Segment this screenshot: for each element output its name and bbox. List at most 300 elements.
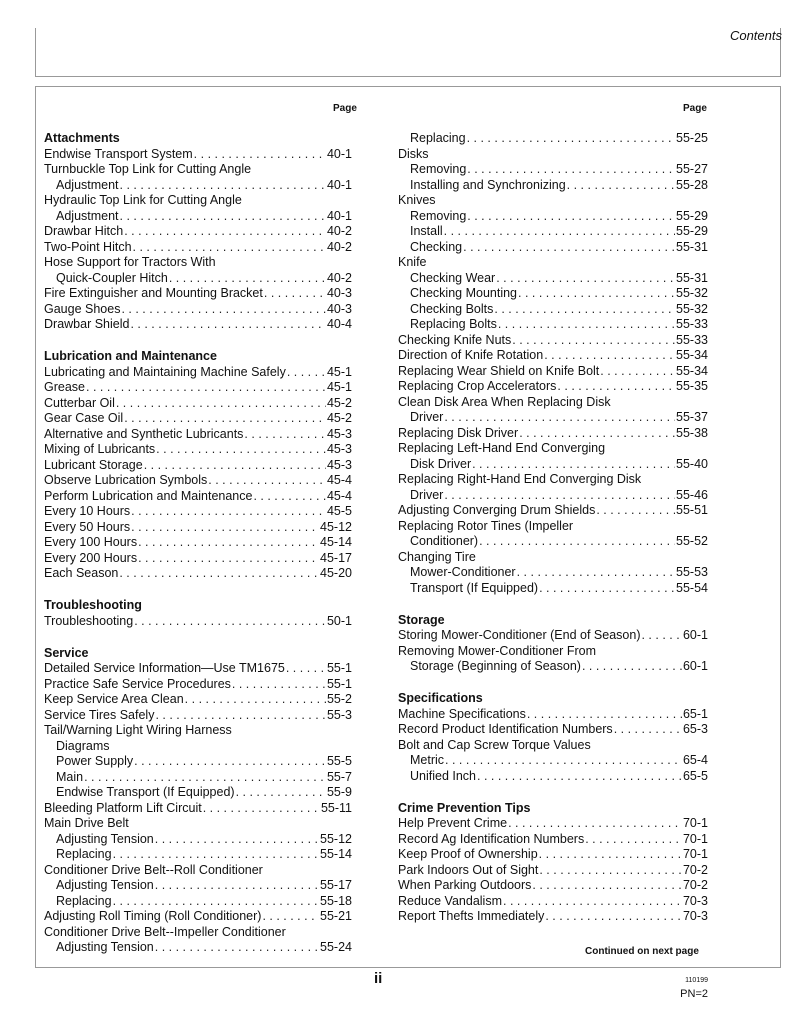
toc-entry[interactable] (398, 878, 708, 894)
toc-entry[interactable] (398, 410, 708, 426)
toc-entry[interactable] (398, 162, 708, 178)
toc-entry-text: Install (410, 224, 443, 238)
toc-entry-text: Machine Specifications (398, 706, 526, 721)
toc-entry-text: Adjusting Tension (56, 878, 154, 892)
dot-leader (444, 224, 675, 240)
toc-entry-text: Checking Knife Nuts (398, 332, 512, 347)
toc-entry-text: Bolt and Cap Screw Torque Values (398, 737, 591, 752)
toc-entry-text: Power Supply (56, 754, 134, 768)
dot-leader (169, 271, 326, 287)
toc-entry-page: 65-5 (682, 768, 708, 783)
dot-leader (467, 131, 675, 147)
toc-entry[interactable] (398, 722, 708, 738)
toc-entry-page: 45-1 (326, 364, 352, 379)
toc-entry[interactable] (44, 723, 352, 739)
header-title: Contents (729, 28, 782, 43)
toc-entry[interactable] (398, 894, 708, 910)
dot-leader (156, 442, 326, 458)
toc-entry-page: 70-1 (682, 831, 708, 846)
toc-entry-page: 55-37 (676, 410, 708, 424)
dot-leader (519, 426, 675, 442)
toc-entry[interactable] (398, 193, 708, 209)
toc-entry-page: 40-1 (326, 208, 352, 223)
toc-entry-text: Installing and Synchronizing (410, 177, 566, 192)
toc-entry-text: Checking Bolts (410, 301, 494, 316)
toc-entry-text: Observe Lubrication Symbols (44, 473, 208, 487)
toc-entry[interactable] (44, 147, 352, 163)
toc-entry-text: When Parking Outdoors (398, 878, 532, 892)
toc-entry[interactable] (44, 240, 352, 256)
dot-leader (138, 551, 319, 567)
toc-entry-text: Lubricant Storage (44, 457, 143, 472)
toc-entry[interactable] (398, 317, 708, 333)
toc-entry[interactable] (44, 458, 352, 474)
toc-entry[interactable] (44, 473, 352, 489)
dot-leader (120, 178, 326, 194)
toc-entry-text: Gauge Shoes (44, 301, 121, 316)
toc-entry[interactable] (44, 692, 352, 708)
toc-entry-page: 70-2 (682, 862, 708, 877)
toc-entry[interactable] (44, 551, 352, 567)
toc-entry-page: 55-9 (326, 785, 352, 799)
toc-entry-text: Adjustment (56, 208, 119, 223)
toc-entry-text: Detailed Service Information—Use TM1675 (44, 661, 285, 675)
toc-section (398, 801, 708, 925)
dot-leader (600, 364, 675, 380)
toc-entry-page: 55-46 (676, 487, 708, 502)
toc-entry-page: 55-24 (320, 940, 352, 954)
dot-leader (253, 489, 326, 505)
dot-leader (477, 769, 682, 785)
toc-entry-page: 40-3 (326, 301, 352, 316)
toc-entry-text: Alternative and Synthetic Lubricants (44, 426, 244, 441)
section-title: Troubleshooting (44, 598, 142, 612)
toc-entry-text: Practice Safe Service Procedures (44, 676, 231, 691)
toc-entry[interactable] (44, 785, 352, 801)
toc-entry-page: 55-1 (326, 661, 352, 675)
toc-entry-text: Record Product Identification Numbers (398, 722, 613, 736)
toc-entry-text: Every 100 Hours (44, 535, 138, 549)
toc-entry[interactable] (398, 738, 708, 754)
toc-entry-page: 55-29 (676, 208, 708, 223)
dot-leader (444, 410, 675, 426)
toc-entry-page: 45-3 (326, 442, 352, 456)
dot-leader (133, 240, 326, 256)
toc-entry-text: Mixing of Lubricants (44, 442, 156, 456)
toc-entry-page: 45-5 (326, 504, 352, 518)
dot-leader (185, 692, 326, 708)
toc-entry-text: Record Ag Identification Numbers (398, 831, 585, 846)
toc-section (44, 646, 352, 956)
dot-leader (264, 286, 326, 302)
toc-entry[interactable] (398, 302, 708, 318)
toc-entry[interactable] (398, 209, 708, 225)
toc-entry[interactable] (44, 832, 352, 848)
toc-entry-text: Removing (410, 162, 467, 176)
right-column (398, 131, 708, 925)
right-column-page-heading: Page (683, 103, 707, 114)
toc-entry[interactable] (398, 847, 708, 863)
toc-entry-page: 55-21 (320, 909, 352, 923)
toc-entry-text: Removing Mower-Conditioner From (398, 643, 596, 658)
toc-entry-text: Gear Case Oil (44, 411, 124, 425)
toc-section (398, 691, 708, 784)
toc-entry-text: Checking Mounting (410, 286, 518, 300)
toc-entry-text: Removing (410, 208, 467, 223)
toc-entry[interactable] (398, 659, 708, 675)
toc-entry-page: 55-38 (676, 425, 708, 440)
toc-entry-text: Help Prevent Crime (398, 816, 508, 830)
toc-entry-page: 55-33 (676, 332, 708, 347)
toc-entry[interactable] (398, 565, 708, 581)
toc-entry[interactable] (44, 661, 352, 677)
toc-entry[interactable] (398, 644, 708, 660)
toc-entry-page: 65-3 (682, 722, 708, 736)
toc-entry-page: 55-34 (676, 363, 708, 378)
toc-entry-text: Each Season (44, 566, 119, 580)
toc-entry-text: Disk Driver (410, 456, 472, 471)
toc-entry[interactable] (44, 940, 352, 956)
toc-entry[interactable] (398, 534, 708, 550)
dot-leader (596, 503, 675, 519)
toc-entry[interactable] (44, 708, 352, 724)
toc-entry-page: 45-17 (320, 550, 352, 565)
toc-entry[interactable] (398, 131, 708, 147)
toc-entry-page: 45-4 (326, 488, 352, 503)
dot-leader (113, 894, 319, 910)
toc-entry[interactable] (44, 614, 352, 630)
toc-entry-page: 45-2 (326, 411, 352, 425)
toc-entry-page: 55-11 (320, 800, 352, 815)
toc-entry-text: Driver (410, 410, 444, 424)
toc-entry-page: 55-3 (326, 707, 352, 722)
toc-entry-text: Clean Disk Area When Replacing Disk (398, 394, 611, 409)
toc-entry[interactable] (44, 442, 352, 458)
toc-entry-text: Disks (398, 146, 429, 161)
toc-entry-text: Transport (If Equipped) (410, 580, 539, 595)
toc-entry-page: 45-14 (320, 535, 352, 549)
dot-leader (155, 832, 319, 848)
toc-entry[interactable] (398, 550, 708, 566)
toc-entry-text: Replacing Right-Hand End Converging Disk (398, 472, 642, 486)
dot-leader (445, 753, 682, 769)
dot-leader (131, 520, 319, 536)
toc-entry[interactable] (44, 302, 352, 318)
toc-entry[interactable] (44, 224, 352, 240)
dot-leader (286, 661, 326, 677)
dot-leader (503, 894, 682, 910)
toc-entry-text: Direction of Knife Rotation (398, 348, 544, 362)
toc-entry-text: Replacing Wear Shield on Knife Bolt (398, 363, 600, 378)
dot-leader (86, 380, 326, 396)
toc-entry[interactable] (398, 348, 708, 364)
toc-entry[interactable] (398, 472, 708, 488)
dot-leader (121, 302, 326, 318)
section-title: Lubrication and Maintenance (44, 349, 217, 363)
toc-entry[interactable] (398, 364, 708, 380)
toc-entry-page: 55-33 (676, 317, 708, 331)
toc-entry[interactable] (398, 147, 708, 163)
toc-entry-text: Keep Service Area Clean (44, 692, 184, 706)
toc-entry-page: 55-31 (676, 239, 708, 254)
toc-entry[interactable] (398, 753, 708, 769)
dot-leader (244, 427, 326, 443)
toc-entry-page: 60-1 (682, 628, 708, 642)
dot-leader (557, 379, 675, 395)
toc-entry-text: Lubricating and Maintaining Machine Safely (44, 364, 286, 379)
toc-entry[interactable] (398, 255, 708, 271)
toc-entry-page: 45-20 (320, 566, 352, 580)
toc-entry-text: Turnbuckle Top Link for Cutting Angle (44, 162, 252, 176)
dot-leader (134, 614, 326, 630)
toc-entry[interactable] (398, 333, 708, 349)
toc-entry-text: Bleeding Platform Lift Circuit (44, 800, 202, 815)
toc-entry[interactable] (44, 894, 352, 910)
toc-entry[interactable] (44, 677, 352, 693)
dot-leader (498, 317, 675, 333)
toc-entry[interactable] (398, 909, 708, 925)
toc-entry-page: 70-1 (682, 816, 708, 830)
toc-entry[interactable] (44, 255, 352, 271)
toc-section (398, 613, 708, 675)
toc-entry-text: Replacing (56, 893, 112, 908)
section-title: Specifications (398, 691, 483, 705)
page-number: ii (374, 970, 383, 987)
toc-entry-text: Drawbar Hitch (44, 224, 124, 238)
dot-leader (641, 628, 681, 644)
toc-entry-page: 55-51 (676, 503, 708, 517)
toc-entry-text: Adjusting Roll Timing (Roll Conditioner) (44, 909, 262, 923)
dot-leader (539, 863, 682, 879)
toc-entry-page: 55-1 (326, 676, 352, 691)
toc-entry-page: 55-35 (676, 379, 708, 393)
header-frame (35, 28, 781, 77)
toc-entry-text: Diagrams (56, 738, 110, 753)
dot-leader (539, 581, 675, 597)
toc-entry[interactable] (44, 489, 352, 505)
dot-leader (545, 909, 682, 925)
toc-entry[interactable] (398, 441, 708, 457)
dot-leader (134, 754, 326, 770)
section-title: Attachments (44, 131, 120, 145)
toc-entry-page: 45-4 (326, 473, 352, 487)
toc-entry-text: Conditioner) (410, 534, 479, 548)
toc-entry-text: Every 10 Hours (44, 504, 131, 518)
toc-entry-text: Main (56, 769, 84, 784)
toc-entry[interactable] (44, 209, 352, 225)
toc-entry[interactable] (44, 178, 352, 194)
toc-entry[interactable] (398, 503, 708, 519)
toc-entry-page: 55-27 (676, 162, 708, 176)
toc-entry[interactable] (398, 271, 708, 287)
dot-leader (119, 566, 319, 582)
dot-leader (527, 707, 682, 723)
section-title: Service (44, 645, 89, 660)
toc-entry[interactable] (44, 878, 352, 894)
toc-entry-page: 45-3 (326, 457, 352, 472)
toc-entry-text: Adjusting Converging Drum Shields (398, 503, 596, 517)
toc-entry-page: 70-1 (682, 847, 708, 861)
dot-leader (84, 770, 326, 786)
toc-entry[interactable] (44, 396, 352, 412)
dot-leader (444, 488, 675, 504)
toc-entry-text: Conditioner Drive Belt--Impeller Conditioner (44, 924, 286, 939)
toc-entry[interactable] (44, 271, 352, 287)
toc-entry[interactable] (44, 801, 352, 817)
toc-entry[interactable] (44, 162, 352, 178)
toc-entry[interactable] (44, 427, 352, 443)
section-title: Crime Prevention Tips (398, 800, 531, 815)
toc-entry-text: Storage (Beginning of Season) (410, 659, 581, 673)
dot-leader (479, 534, 675, 550)
toc-entry-text: Every 200 Hours (44, 550, 138, 565)
toc-entry[interactable] (44, 380, 352, 396)
toc-entry[interactable] (398, 816, 708, 832)
dot-leader (124, 411, 326, 427)
dot-leader (467, 162, 675, 178)
toc-entry-text: Replacing (410, 131, 466, 145)
toc-entry-text: Metric (410, 753, 445, 767)
toc-entry[interactable] (44, 365, 352, 381)
dot-leader (262, 909, 319, 925)
toc-entry-text: Service Tires Safely (44, 707, 155, 722)
toc-entry[interactable] (398, 519, 708, 535)
toc-entry-page: 45-3 (326, 426, 352, 441)
dot-leader (131, 504, 326, 520)
toc-entry[interactable] (398, 863, 708, 879)
toc-entry-page: 65-4 (682, 753, 708, 767)
document-code: 110199 (685, 977, 708, 984)
dot-leader (585, 832, 682, 848)
toc-entry-page: 40-2 (326, 224, 352, 238)
dot-leader (463, 240, 675, 256)
toc-entry[interactable] (398, 178, 708, 194)
toc-entry-text: Knives (398, 193, 436, 207)
toc-entry-page: 55-53 (676, 565, 708, 579)
toc-entry-text: Unified Inch (410, 768, 477, 783)
toc-entry-text: Perform Lubrication and Maintenance (44, 488, 253, 503)
toc-entry-page: 55-29 (676, 224, 708, 238)
toc-entry-text: Report Thefts Immediately (398, 909, 545, 923)
toc-entry[interactable] (398, 379, 708, 395)
toc-entry[interactable] (398, 707, 708, 723)
dot-leader (567, 178, 675, 194)
toc-entry-text: Mower-Conditioner (410, 565, 516, 579)
dot-leader (494, 302, 675, 318)
toc-entry-page: 65-1 (682, 706, 708, 721)
toc-entry-page: 45-1 (326, 380, 352, 394)
toc-entry-page: 55-18 (320, 893, 352, 908)
toc-entry-page: 55-5 (326, 754, 352, 768)
toc-entry-text: Every 50 Hours (44, 519, 131, 534)
toc-entry[interactable] (398, 581, 708, 597)
toc-entry[interactable] (398, 769, 708, 785)
toc-entry[interactable] (44, 504, 352, 520)
toc-entry-text: Hose Support for Tractors With (44, 255, 216, 269)
toc-entry[interactable] (44, 863, 352, 879)
toc-entry[interactable] (398, 224, 708, 240)
toc-entry-text: Replacing Rotor Tines (Impeller (398, 518, 574, 533)
toc-section (44, 131, 352, 333)
toc-entry-text: Changing Tire (398, 549, 476, 564)
toc-section (44, 598, 352, 629)
toc-entry[interactable] (398, 832, 708, 848)
toc-entry[interactable] (44, 847, 352, 863)
toc-entry-page: 55-34 (676, 348, 708, 362)
toc-entry[interactable] (398, 240, 708, 256)
toc-entry-page: 60-1 (682, 659, 708, 673)
toc-entry-page: 55-25 (676, 131, 708, 145)
toc-entry[interactable] (44, 317, 352, 333)
dot-leader (236, 785, 326, 801)
dot-leader (614, 722, 682, 738)
toc-entry-page: 55-14 (320, 847, 352, 861)
toc-entry[interactable] (398, 426, 708, 442)
toc-entry[interactable] (44, 909, 352, 925)
toc-entry-text: Endwise Transport (If Equipped) (56, 785, 235, 799)
toc-entry[interactable] (398, 286, 708, 302)
toc-entry[interactable] (398, 488, 708, 504)
toc-entry[interactable] (44, 739, 352, 755)
toc-entry-text: Replacing (56, 847, 112, 861)
toc-entry-page: 70-3 (682, 893, 708, 908)
dot-leader (144, 458, 326, 474)
dot-leader (287, 365, 326, 381)
dot-leader (203, 801, 320, 817)
toc-entry[interactable] (44, 816, 352, 832)
toc-entry-page: 70-2 (682, 878, 708, 892)
dot-leader (496, 271, 675, 287)
toc-entry[interactable] (44, 193, 352, 209)
dot-leader (539, 847, 682, 863)
toc-entry-page: 55-31 (676, 270, 708, 285)
dot-leader (120, 209, 326, 225)
continued-note: Continued on next page (585, 946, 699, 957)
toc-entry[interactable] (44, 286, 352, 302)
toc-entry-page: 40-1 (326, 177, 352, 192)
left-column (44, 131, 352, 956)
toc-entry-page: 45-12 (320, 519, 352, 534)
toc-entry-page: 40-4 (326, 317, 352, 331)
dot-leader (512, 333, 675, 349)
toc-entry[interactable] (398, 457, 708, 473)
toc-entry-page: 55-32 (676, 301, 708, 316)
toc-entry-text: Knife (398, 255, 427, 269)
toc-entry-text: Checking (410, 239, 463, 254)
pn-label: PN=2 (680, 988, 708, 1000)
toc-entry[interactable] (44, 925, 352, 941)
toc-entry-text: Reduce Vandalism (398, 893, 502, 908)
toc-entry[interactable] (398, 395, 708, 411)
toc-entry-page: 55-7 (326, 769, 352, 784)
toc-entry[interactable] (44, 770, 352, 786)
dot-leader (544, 348, 675, 364)
toc-entry[interactable] (398, 628, 708, 644)
toc-entry[interactable] (44, 754, 352, 770)
dot-leader (467, 209, 675, 225)
toc-entry-text: Hydraulic Top Link for Cutting Angle (44, 193, 242, 207)
toc-entry[interactable] (44, 411, 352, 427)
toc-section (44, 349, 352, 582)
toc-entry-page: 40-3 (326, 286, 352, 300)
toc-entry[interactable] (44, 520, 352, 536)
toc-entry[interactable] (44, 566, 352, 582)
toc-entry[interactable] (44, 535, 352, 551)
toc-entry-text: Replacing Left-Hand End Converging (398, 441, 606, 455)
toc-entry-text: Adjustment (56, 177, 119, 192)
toc-entry-text: Endwise Transport System (44, 146, 193, 161)
toc-entry-page: 55-52 (676, 534, 708, 548)
